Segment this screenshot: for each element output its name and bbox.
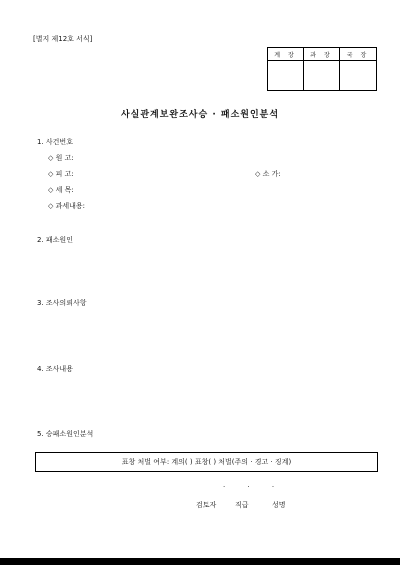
document-title: 사실관계보완조사승 · 패소원인분석 [120, 110, 280, 120]
field-tax-item: ◇ 세 목: [48, 186, 74, 194]
field-plaintiff: ◇ 원 고: [48, 154, 74, 162]
section-case-number: 1. 사건번호 [37, 138, 73, 146]
approval-header-section-chief: 과 장 [304, 48, 340, 61]
form-label: [별지 제12호 서식] [33, 35, 93, 43]
approval-table [267, 47, 377, 91]
approval-sign-cell [304, 61, 340, 90]
field-claim-value: ◇ 소 가: [255, 170, 281, 178]
section-investigation-request: 3. 조사의뢰사항 [37, 299, 87, 307]
field-tax-content: ◇ 과세내용: [48, 202, 86, 210]
signature-name: 성명 [272, 501, 286, 509]
signature-reviewer: 검토자 [196, 501, 217, 509]
signature-position: 직급 [235, 501, 249, 509]
bottom-bar [0, 558, 400, 565]
approval-sign-cell [340, 61, 376, 90]
section-loss-cause: 2. 패소원인 [37, 236, 73, 244]
date-line: . . . [223, 481, 285, 489]
result-box [35, 452, 378, 472]
approval-header-director: 국 장 [340, 48, 376, 61]
field-defendant: ◇ 피 고: [48, 170, 74, 178]
approval-header-team-lead: 계 장 [268, 48, 304, 61]
section-outcome-analysis: 5. 승패소원인분석 [37, 430, 94, 438]
section-investigation-content: 4. 조사내용 [37, 365, 73, 373]
result-line: 표창 처벌 여부: 계의( ) 표창( ) 처벌(주의 · 경고 · 징계) [121, 458, 292, 466]
approval-sign-cell [268, 61, 304, 90]
